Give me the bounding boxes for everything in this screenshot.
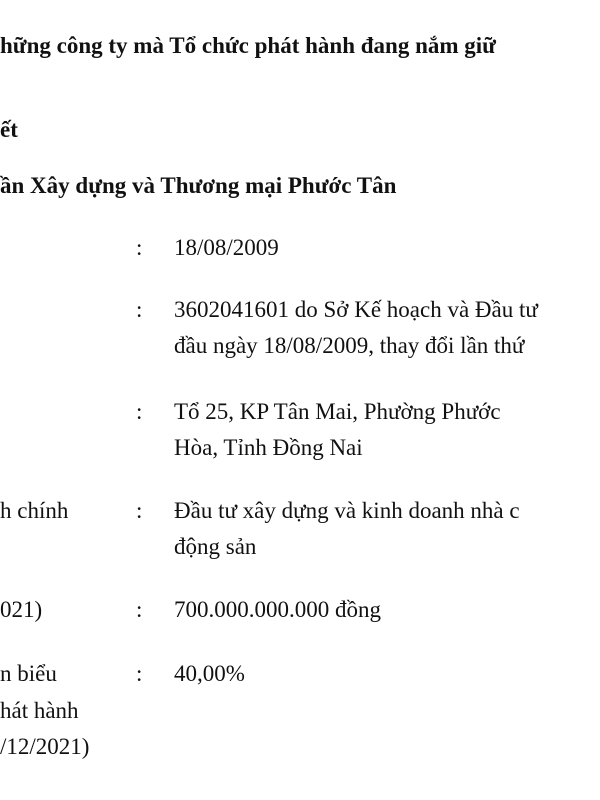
ownership-label-line-1: n biểu xyxy=(0,661,57,686)
main-business-value-line-2: động sản xyxy=(174,534,257,559)
charter-capital-value: 700.000.000.000 đồng xyxy=(174,597,381,622)
address-value-line-2: Hòa, Tỉnh Đồng Nai xyxy=(174,435,363,460)
main-business-label: h chính xyxy=(0,498,69,523)
established-date-value: 18/08/2009 xyxy=(174,235,279,260)
row-colon: : xyxy=(136,661,143,686)
main-business-value-line-1: Đầu tư xây dựng và kinh doanh nhà c xyxy=(174,498,520,523)
section-subheading: ết xyxy=(0,117,18,142)
ownership-label-line-3: /12/2021) xyxy=(0,734,90,759)
row-colon: : xyxy=(136,297,143,322)
ownership-label-line-2: hát hành xyxy=(0,698,79,723)
company-name-heading: ần Xây dựng và Thương mại Phước Tân xyxy=(0,173,397,198)
registration-value-line-2: đầu ngày 18/08/2009, thay đổi lần thứ xyxy=(174,333,525,358)
section-heading-companies: hững công ty mà Tổ chức phát hành đang nắm giữ xyxy=(0,33,496,58)
row-colon: : xyxy=(136,498,143,523)
row-colon: : xyxy=(136,597,143,622)
row-colon: : xyxy=(136,235,143,260)
registration-value-line-1: 3602041601 do Sở Kế hoạch và Đầu tư xyxy=(174,297,538,322)
address-value-line-1: Tổ 25, KP Tân Mai, Phường Phước xyxy=(174,399,501,424)
charter-capital-label: 021) xyxy=(0,597,43,622)
ownership-ratio-value: 40,00% xyxy=(174,661,245,686)
row-colon: : xyxy=(136,399,143,424)
